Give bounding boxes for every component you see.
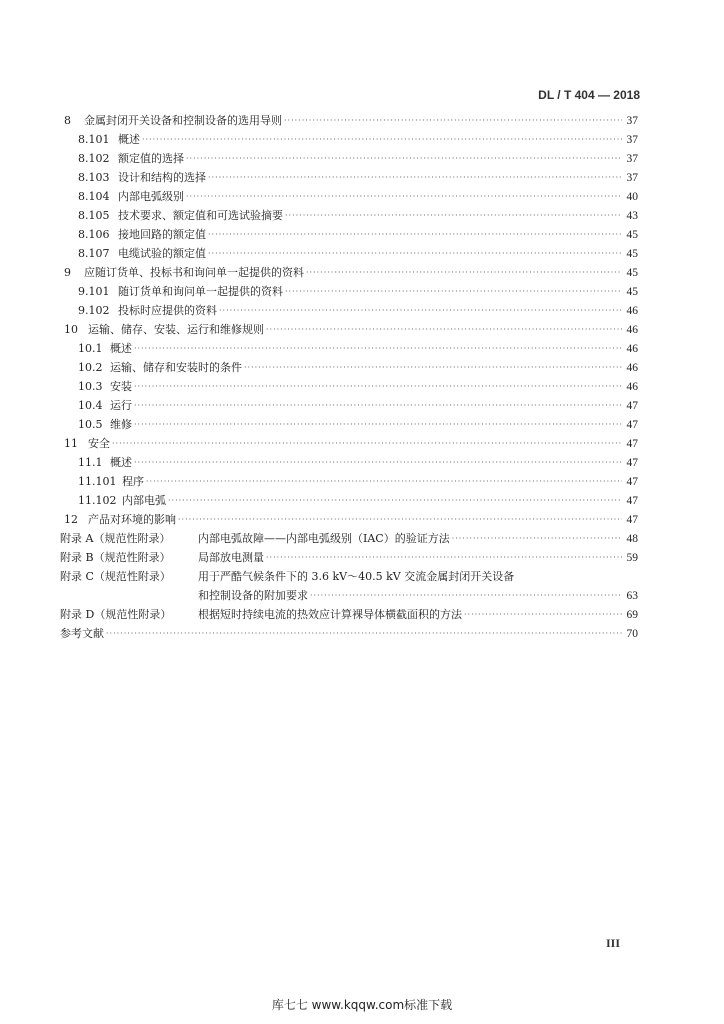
toc-title: 内部电弧级别 <box>118 190 184 203</box>
toc-title: 随订货单和询问单一起提供的资料 <box>118 285 283 298</box>
toc-number: 10.5 <box>78 418 103 431</box>
toc-title: 概述 <box>118 133 140 146</box>
toc-title: 产品对环境的影响 <box>88 513 176 526</box>
appendix-title: 根据短时持续电流的热效应计算裸导体横截面积的方法 <box>198 608 462 621</box>
toc-number: 10.2 <box>78 361 103 374</box>
toc-leader-dots <box>266 549 622 567</box>
toc-number: 8.103 <box>78 171 110 184</box>
toc-page: 45 <box>626 229 638 241</box>
toc-page: 69 <box>626 609 638 621</box>
site-watermark: 库七七 www.kqqw.com标准下载 <box>271 998 453 1012</box>
toc-title: 安全 <box>88 437 110 450</box>
toc-leader-dots <box>134 340 622 358</box>
toc-entry-11-101[interactable] <box>78 473 638 491</box>
toc-leader-dots <box>284 112 622 130</box>
toc-title: 安装 <box>110 380 132 393</box>
appendix-label: 附录 B（规范性附录） <box>60 551 171 564</box>
appendix-title-line2: 和控制设备的附加要求 <box>198 589 308 602</box>
toc-title: 电缆试验的额定值 <box>118 247 206 260</box>
toc-number: 10.1 <box>78 342 103 355</box>
toc-entry-9-102[interactable] <box>78 302 638 320</box>
toc-title: 额定值的选择 <box>118 152 184 165</box>
toc-title: 运输、储存、安装、运行和维修规则 <box>88 323 264 336</box>
toc-page: 70 <box>626 628 638 640</box>
toc-leader-dots <box>208 226 622 244</box>
toc-number: 8.101 <box>78 133 110 146</box>
toc-leader-dots <box>208 169 622 187</box>
toc-page: 37 <box>626 115 638 127</box>
toc-page: 37 <box>626 153 638 165</box>
toc-number: 10 <box>64 323 78 336</box>
toc-entry-8-101[interactable] <box>78 131 638 149</box>
toc-appendix-d[interactable] <box>60 606 638 624</box>
toc-leader-dots <box>285 207 622 225</box>
toc-title: 概述 <box>110 456 132 469</box>
appendix-label: 附录 C（规范性附录） <box>60 570 171 583</box>
toc-entry-8-106[interactable] <box>78 226 638 244</box>
toc-entry-11-102[interactable] <box>78 492 638 510</box>
toc-leader-dots <box>464 606 622 624</box>
toc-page: 47 <box>626 438 638 450</box>
toc-number: 11.1 <box>78 456 103 469</box>
toc-number: 8.102 <box>78 152 110 165</box>
toc-number: 10.3 <box>78 380 103 393</box>
toc-title: 维修 <box>110 418 132 431</box>
toc-leader-dots <box>146 473 622 491</box>
toc-entry-10-1[interactable] <box>78 340 638 358</box>
toc-appendix-b[interactable] <box>60 549 638 567</box>
toc-number: 10.4 <box>78 399 103 412</box>
toc-page: 46 <box>626 343 638 355</box>
toc-page: 46 <box>626 324 638 336</box>
toc-number: 11.101 <box>78 475 117 488</box>
toc-page: 43 <box>626 210 638 222</box>
toc-number: 9.101 <box>78 285 110 298</box>
toc-leader-dots <box>134 416 622 434</box>
toc-number: 8.106 <box>78 228 110 241</box>
toc-entry-8-107[interactable] <box>78 245 638 263</box>
toc-appendix-c[interactable] <box>60 568 638 586</box>
toc-number: 12 <box>64 513 78 526</box>
toc-page: 59 <box>626 552 638 564</box>
toc-page: 45 <box>626 267 638 279</box>
toc-title: 设计和结构的选择 <box>118 171 206 184</box>
appendix-title: 局部放电测量 <box>198 551 264 564</box>
toc-number: 8.107 <box>78 247 110 260</box>
toc-leader-dots <box>208 245 622 263</box>
toc-title: 运行 <box>110 399 132 412</box>
toc-leader-dots <box>219 302 622 320</box>
toc-appendix-a[interactable] <box>60 530 638 548</box>
toc-number: 8.104 <box>78 190 110 203</box>
toc-entry-10-3[interactable] <box>78 378 638 396</box>
appendix-title-line1: 用于严酷气候条件下的 3.6 kV～40.5 kV 交流金属封闭开关设备 <box>198 570 515 583</box>
toc-page: 46 <box>626 381 638 393</box>
toc-entry-9[interactable] <box>64 264 638 282</box>
toc-page: 37 <box>626 134 638 146</box>
toc-leader-dots <box>106 625 622 643</box>
toc-title: 运输、储存和安装时的条件 <box>110 361 242 374</box>
toc-title: 接地回路的额定值 <box>118 228 206 241</box>
toc-number: 8.105 <box>78 209 110 222</box>
toc-entry-10-4[interactable] <box>78 397 638 415</box>
toc-page: 45 <box>626 286 638 298</box>
toc-page: 48 <box>626 533 638 545</box>
document-code: DL / T 404 — 2018 <box>538 88 640 102</box>
toc-page: 40 <box>626 191 638 203</box>
toc-page: 47 <box>626 514 638 526</box>
toc-number: 9 <box>64 266 71 279</box>
toc-number: 8 <box>64 114 71 127</box>
appendix-label: 附录 D（规范性附录） <box>60 608 172 621</box>
toc-leader-dots <box>134 397 622 415</box>
toc-leader-dots <box>134 378 622 396</box>
appendix-title: 内部电弧故障——内部电弧级别（IAC）的验证方法 <box>198 532 450 545</box>
toc-title: 概述 <box>110 342 132 355</box>
toc-number: 11 <box>64 437 78 450</box>
toc-leader-dots <box>168 492 622 510</box>
toc-leader-dots <box>178 511 622 529</box>
toc-number: 11.102 <box>78 494 117 507</box>
toc-number: 9.102 <box>78 304 110 317</box>
toc-leader-dots <box>142 131 622 149</box>
toc-leader-dots <box>112 435 622 453</box>
toc-leader-dots <box>452 530 622 548</box>
toc-leader-dots <box>134 454 622 472</box>
toc-appendix-c-cont[interactable] <box>198 587 638 605</box>
toc-leader-dots <box>285 283 622 301</box>
toc-title: 投标时应提供的资料 <box>118 304 217 317</box>
toc-entry-10[interactable] <box>64 321 638 339</box>
toc-entry-8-102[interactable] <box>78 150 638 168</box>
toc-entry-8[interactable] <box>64 112 638 130</box>
page-number-roman: III <box>605 936 620 950</box>
toc-title: 程序 <box>122 475 144 488</box>
toc-leader-dots <box>306 264 622 282</box>
toc-page: 47 <box>626 476 638 488</box>
toc-title: 应随订货单、投标书和询问单一起提供的资料 <box>84 266 304 279</box>
toc-page: 46 <box>626 305 638 317</box>
toc-entry-12[interactable] <box>64 511 638 529</box>
toc-leader-dots <box>266 321 622 339</box>
toc-entry-8-105[interactable] <box>78 207 638 225</box>
toc-leader-dots <box>186 188 622 206</box>
toc-page: 47 <box>626 457 638 469</box>
toc-page: 37 <box>626 172 638 184</box>
toc-leader-dots <box>244 359 622 377</box>
toc-page: 47 <box>626 495 638 507</box>
toc-leader-dots <box>186 150 622 168</box>
toc-references[interactable] <box>60 625 638 643</box>
toc-title: 技术要求、额定值和可选试验摘要 <box>118 209 283 222</box>
toc-entry-8-104[interactable] <box>78 188 638 206</box>
toc-page: 47 <box>626 419 638 431</box>
references-title: 参考文献 <box>60 627 104 640</box>
appendix-label: 附录 A（规范性附录） <box>60 532 171 545</box>
toc-page: 45 <box>626 248 638 260</box>
toc-title: 内部电弧 <box>122 494 166 507</box>
toc-entry-11[interactable] <box>64 435 638 453</box>
toc-entry-10-2[interactable] <box>78 359 638 377</box>
toc-leader-dots <box>310 587 622 605</box>
toc-entry-10-5[interactable] <box>78 416 638 434</box>
toc-page: 63 <box>626 590 638 602</box>
toc-entry-9-101[interactable] <box>78 283 638 301</box>
toc-title: 金属封闭开关设备和控制设备的选用导则 <box>84 114 282 127</box>
toc-entry-8-103[interactable] <box>78 169 638 187</box>
toc-page: 47 <box>626 400 638 412</box>
toc-page: 46 <box>626 362 638 374</box>
toc-entry-11-1[interactable] <box>78 454 638 472</box>
